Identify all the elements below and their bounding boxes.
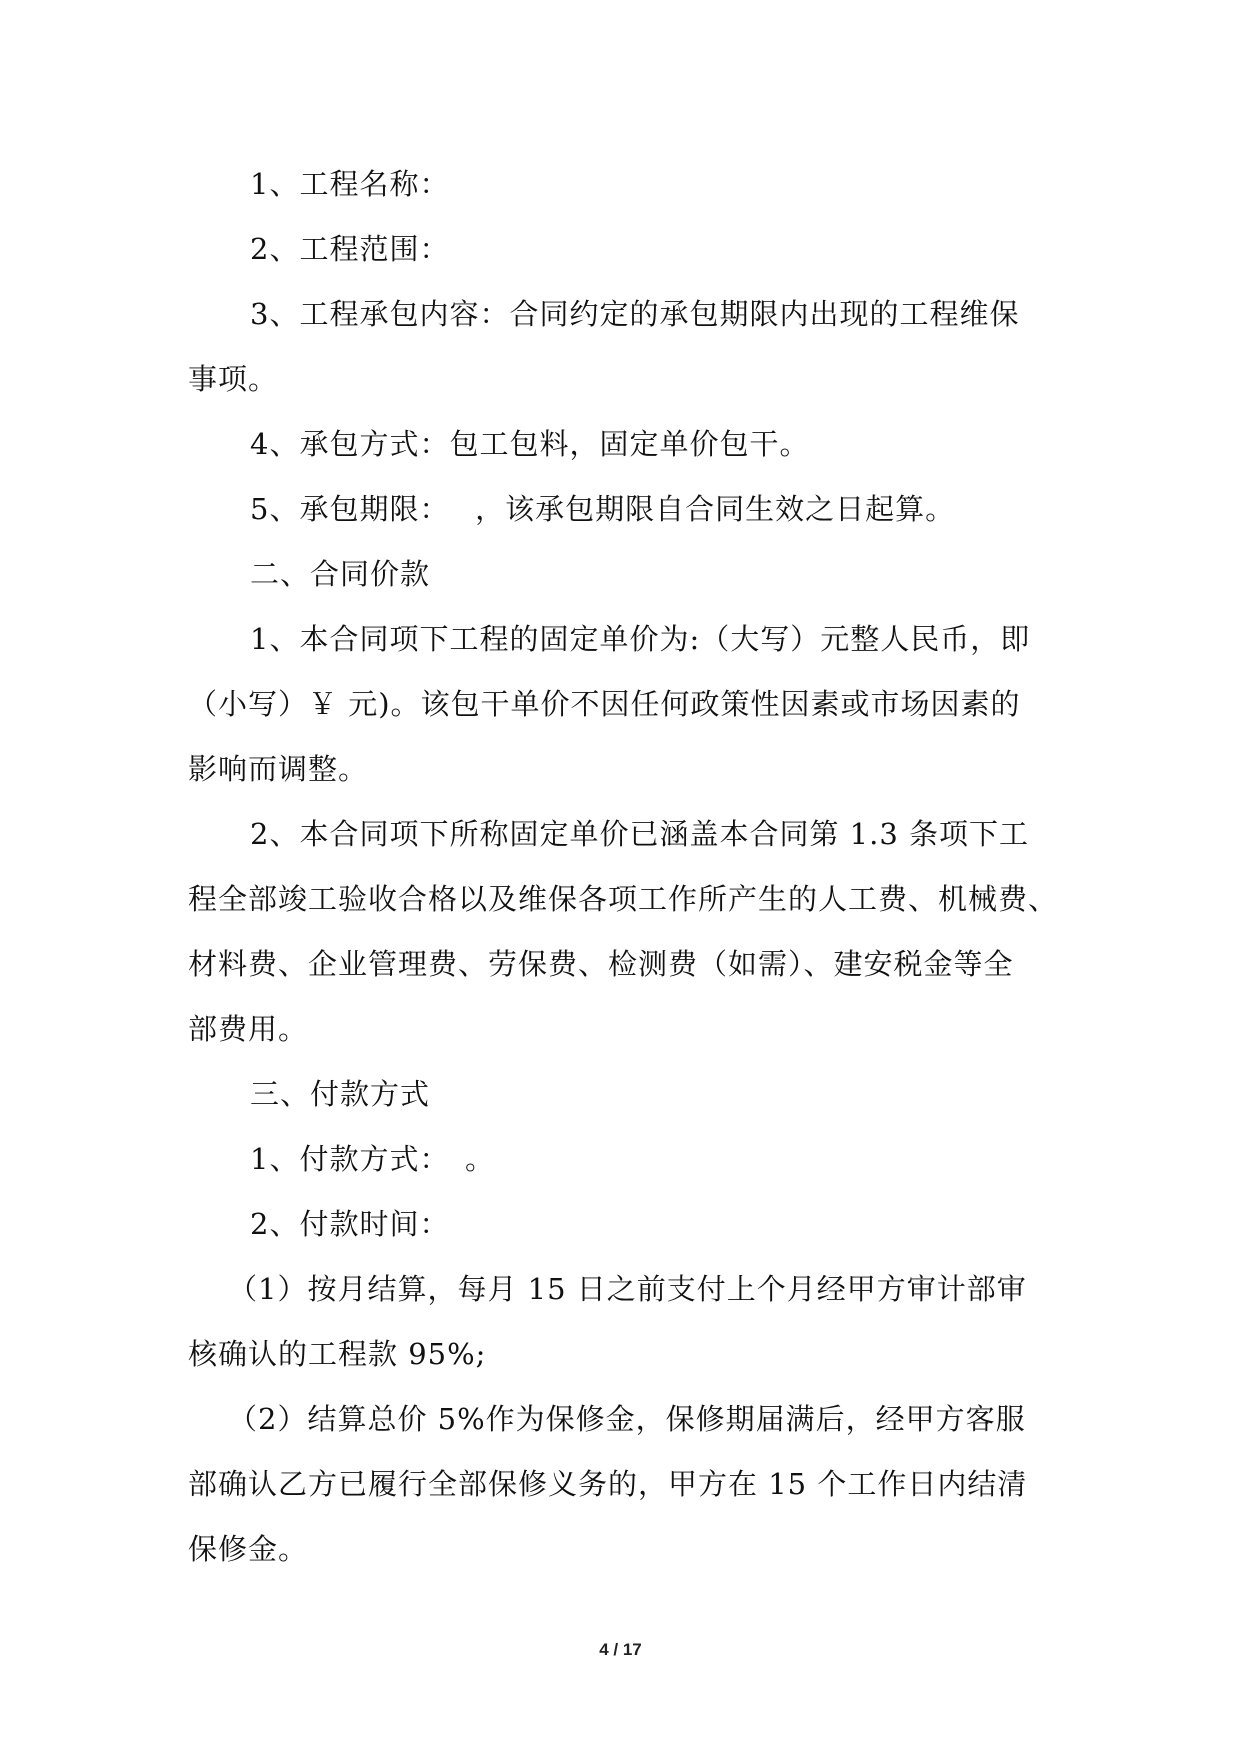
clause-unit-price: 1、本合同项下工程的固定单价为:（大写）元整人民币，即 — [250, 622, 1031, 656]
clause-retention: （2）结算总价 5%作为保修金，保修期届满后，经甲方客服 — [228, 1402, 1026, 1436]
section-heading-price: 二、合同价款 — [250, 557, 431, 591]
clause-contract-content: 3、工程承包内容：合同约定的承包期限内出现的工程维保 — [250, 297, 1020, 331]
clause-unit-price-cont-1: （小写）￥ 元)。该包干单价不因任何政策性因素或市场因素的 — [188, 687, 1021, 721]
clause-project-scope: 2、工程范围： — [250, 232, 450, 266]
clause-price-coverage: 2、本合同项下所称固定单价已涵盖本合同第 1.3 条项下工 — [250, 817, 1030, 851]
clause-contract-period: 5、承包期限： ，该承包期限自合同生效之日起算。 — [250, 492, 956, 526]
clause-unit-price-cont-2: 影响而调整。 — [188, 752, 369, 786]
clause-contract-method: 4、承包方式：包工包料，固定单价包干。 — [250, 427, 810, 461]
clause-monthly-settlement-cont: 核确认的工程款 95%; — [188, 1337, 487, 1371]
clause-project-name: 1、工程名称： — [250, 167, 450, 201]
clause-price-coverage-cont-3: 部费用。 — [188, 1012, 309, 1046]
clause-retention-cont-1: 部确认乙方已履行全部保修义务的，甲方在 15 个工作日内结清 — [188, 1467, 1028, 1501]
clause-contract-content-cont: 事项。 — [188, 362, 279, 396]
page-number: 4 / 17 — [599, 1640, 642, 1659]
clause-monthly-settlement: （1）按月结算，每月 15 日之前支付上个月经甲方审计部审 — [228, 1272, 1027, 1306]
section-heading-payment: 三、付款方式 — [250, 1077, 431, 1111]
clause-payment-method: 1、付款方式： 。 — [250, 1142, 495, 1176]
clause-retention-cont-2: 保修金。 — [188, 1532, 309, 1566]
clause-payment-time: 2、付款时间： — [250, 1207, 450, 1241]
document-body — [188, 152, 1058, 1582]
clause-price-coverage-cont-1: 程全部竣工验收合格以及维保各项工作所产生的人工费、机械费、 — [188, 882, 1059, 916]
clause-price-coverage-cont-2: 材料费、企业管理费、劳保费、检测费（如需）、建安税金等全 — [188, 947, 1014, 981]
